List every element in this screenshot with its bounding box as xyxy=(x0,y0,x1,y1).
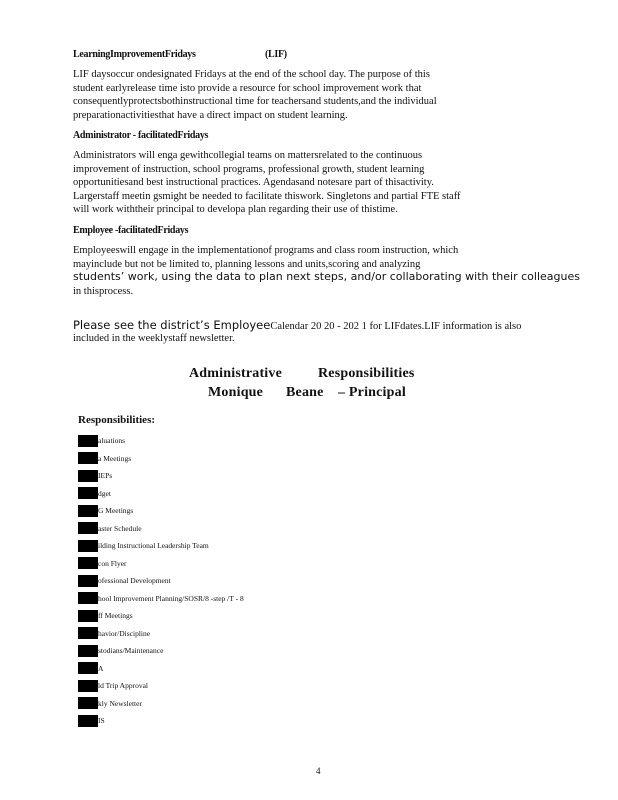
list-item xyxy=(78,590,478,608)
list-item-text: ilding Instructional Leadership Team xyxy=(98,541,209,551)
redaction-block xyxy=(78,680,98,692)
list-item-text: aster Schedule xyxy=(98,523,142,533)
lif-heading-abbr: (LIF) xyxy=(265,49,287,60)
list-item xyxy=(78,502,478,520)
list-item-text: a Meetings xyxy=(98,453,132,463)
list-item xyxy=(78,537,478,555)
list-item xyxy=(78,695,478,713)
lif-line: preparationactivitiesthat have a direct impact on student learning. xyxy=(73,109,348,121)
redaction-block xyxy=(78,452,98,464)
employee-paragraph xyxy=(73,244,555,271)
admin-heading: Administrator - facilitatedFridays xyxy=(73,130,209,141)
redaction-block xyxy=(78,540,98,552)
admin-line: Administrators will enga gewithcollegial teams on mattersrelated to the continuous xyxy=(73,150,423,161)
calendar-note xyxy=(73,318,521,332)
calendar-note-rest: Calendar 20 20 - 202 1 for LIFdates.LIF information is also xyxy=(270,321,522,332)
title-role: – Principal xyxy=(338,385,406,400)
redaction-block xyxy=(78,610,98,622)
list-item-text: con Flyer xyxy=(98,558,127,568)
redaction-block xyxy=(78,522,98,534)
lif-heading xyxy=(73,49,196,60)
list-item-text: ff Meetings xyxy=(98,611,133,621)
admin-paragraph xyxy=(73,149,553,217)
title-last-name: Beane xyxy=(286,385,324,400)
redaction-block xyxy=(78,715,98,727)
redaction-block xyxy=(78,592,98,604)
list-item xyxy=(78,625,478,643)
calendar-note-line2: included in the weeklystaff newsletter. xyxy=(73,333,235,344)
list-item xyxy=(78,712,478,730)
admin-line: opportunitiesand best instructional practices. Agendasand notesare part of thisactivity. xyxy=(73,177,434,188)
responsibilities-heading: Responsibilities: xyxy=(78,414,156,426)
employee-heading: Employee -facilitatedFridays xyxy=(73,225,189,236)
list-item xyxy=(78,467,478,485)
lif-line: student earlyrelease time isto provide a resource for school improvement work that xyxy=(73,82,422,94)
lif-paragraph xyxy=(73,68,553,122)
employee-big-line: students’ work, using the data to plan next steps, and/or collaborating with their colleagues xyxy=(73,270,580,283)
list-item-text: stodians/Maintenance xyxy=(98,646,164,656)
redaction-block xyxy=(78,557,98,569)
employee-line: Employeeswill engage in the implementationof programs and class room instruction, which xyxy=(73,245,459,256)
list-item xyxy=(78,572,478,590)
lif-heading-title: LearningImprovementFridays xyxy=(73,49,196,60)
redaction-block xyxy=(78,627,98,639)
list-item-text: G Meetings xyxy=(98,506,134,516)
list-item xyxy=(78,607,478,625)
redaction-block xyxy=(78,470,98,482)
lif-line: LIF daysoccur ondesignated Fridays at the end of the school day. The purpose of this xyxy=(73,69,430,80)
lif-line: consequentlyprotectsbothinstructional time for teachersand students,and the individual xyxy=(73,96,437,107)
list-item-text: ld Trip Approval xyxy=(98,681,149,691)
list-item-text: hool Improvement Planning/SOSR/8 -step /T - 8 xyxy=(98,593,244,603)
list-item-text: A xyxy=(98,663,104,673)
title-administrative: Administrative xyxy=(189,366,283,381)
list-item-text: havior/Discipline xyxy=(98,628,151,638)
title-responsibilities: Responsibilities xyxy=(318,366,415,381)
admin-line: Largerstaff meetin gsmight be needed to facilitate thiswork. Singletons and partial FTE staff xyxy=(73,190,461,202)
list-item-text: IS xyxy=(98,716,105,726)
list-item xyxy=(78,450,478,468)
list-item xyxy=(78,660,478,678)
redaction-block xyxy=(78,505,98,517)
redaction-block xyxy=(78,697,98,709)
calendar-note-big: Please see the district’s Employee xyxy=(73,318,271,332)
list-item xyxy=(78,432,478,450)
list-item xyxy=(78,642,478,660)
title-first-name: Monique xyxy=(208,385,264,400)
redaction-block xyxy=(78,435,98,447)
list-item xyxy=(78,520,478,538)
redaction-block xyxy=(78,575,98,587)
employee-last-line: in thisprocess. xyxy=(73,286,134,297)
redaction-block xyxy=(78,645,98,657)
admin-line: improvement of instruction, school programs, professional growth, student learning xyxy=(73,163,425,175)
list-item-text: aluations xyxy=(98,436,126,446)
list-item-text: ofessional Development xyxy=(98,576,171,586)
list-item xyxy=(78,677,478,695)
employee-line: mayinclude but not be limited to, planning lessons and units,scoring and analyzing xyxy=(73,258,421,270)
list-item-text: dget xyxy=(98,488,111,498)
admin-line: will work withtheir principal to developa plan regarding their use of thistime. xyxy=(73,204,398,215)
list-item xyxy=(78,555,478,573)
list-item xyxy=(78,485,478,503)
responsibilities-list xyxy=(78,432,478,730)
redaction-block xyxy=(78,487,98,499)
list-item-text: IEPs xyxy=(98,471,113,481)
redaction-block xyxy=(78,662,98,674)
list-item-text: kly Newsletter xyxy=(98,698,142,708)
page-number: 4 xyxy=(316,766,321,776)
